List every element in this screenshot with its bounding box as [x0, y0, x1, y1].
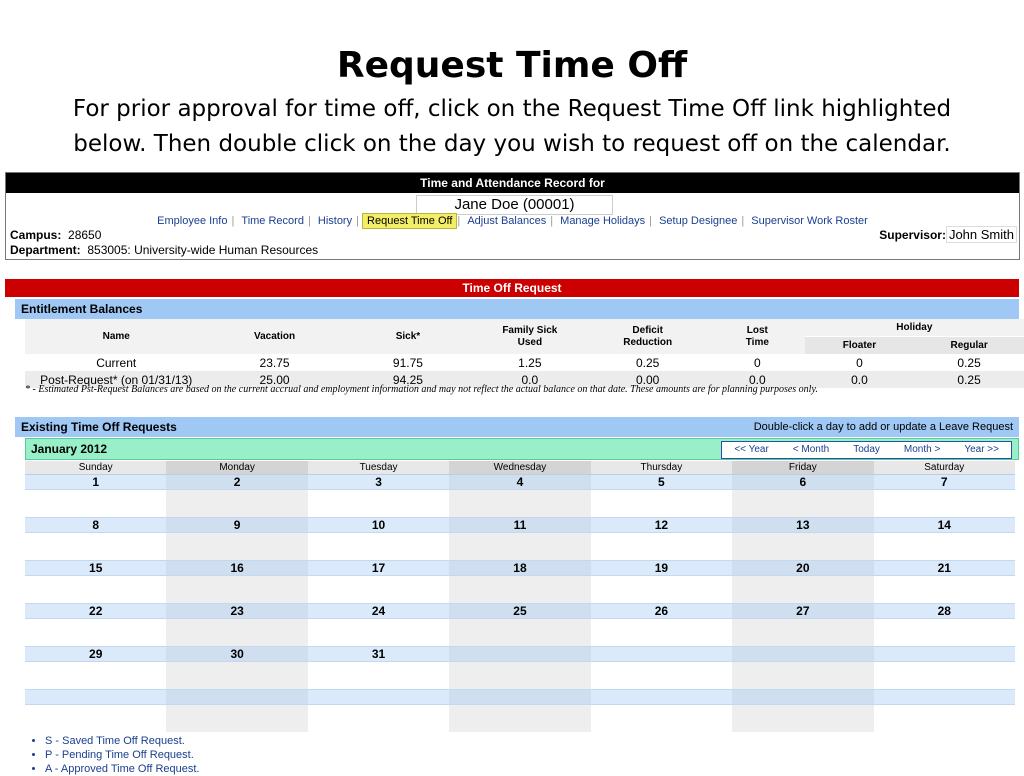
col-family-sick [474, 319, 585, 354]
calendar-day-cell[interactable] [166, 576, 307, 604]
calendar-day-cell[interactable] [25, 576, 166, 604]
calendar-day-number[interactable]: 6 [732, 475, 873, 490]
calendar-day-number[interactable]: 12 [591, 518, 732, 533]
table-row [25, 354, 1024, 371]
calendar-week-body-row [25, 576, 1015, 604]
calendar-day-cell[interactable] [25, 533, 166, 561]
existing-requests-hint: Double-click a day to add or update a Leave Request [753, 421, 1013, 433]
day-header-saturday: Saturday [874, 461, 1015, 475]
calendar-day-number[interactable]: 5 [591, 475, 732, 490]
col-lost-time [710, 319, 805, 354]
employee-name: Jane Doe (00001) [416, 195, 613, 215]
cell-deficit: 0.00 [585, 371, 710, 388]
calendar-day-number[interactable]: 9 [166, 518, 307, 533]
calendar-day-number[interactable] [874, 647, 1015, 662]
calendar-day-cell[interactable] [732, 490, 873, 518]
calendar-day-number[interactable]: 17 [308, 561, 449, 576]
link-supervisor-work-roster[interactable]: Supervisor Work Roster [751, 215, 868, 227]
col-deficit [585, 319, 710, 354]
calendar-day-cell[interactable] [874, 705, 1015, 733]
calendar-grid [25, 461, 1015, 732]
calendar-day-cell[interactable] [874, 490, 1015, 518]
next-year-button[interactable]: Year >> [964, 444, 999, 455]
calendar-day-cell[interactable] [732, 619, 873, 647]
calendar-month-title: January 2012 [31, 442, 108, 456]
calendar-day-number[interactable]: 11 [449, 518, 590, 533]
calendar-day-number[interactable]: 1 [25, 475, 166, 490]
calendar-day-number[interactable]: 4 [449, 475, 590, 490]
calendar-day-number[interactable]: 28 [874, 604, 1015, 619]
calendar-day-number[interactable]: 23 [166, 604, 307, 619]
col-family-sick-line2: Used [517, 336, 543, 348]
calendar-week-body-row [25, 490, 1015, 518]
calendar-day-number[interactable]: 3 [308, 475, 449, 490]
calendar-day-cell[interactable] [732, 705, 873, 733]
legend-item-pending: • P - Pending Time Off Request. [45, 748, 200, 762]
existing-requests-title: Existing Time Off Requests [21, 420, 177, 434]
cell-name: Post-Request* (on 01/31/13) [25, 371, 207, 388]
link-history[interactable]: History [317, 215, 353, 227]
calendar-week-row [25, 690, 1015, 705]
existing-requests-header [15, 417, 1019, 437]
calendar-day-number[interactable]: 29 [25, 647, 166, 662]
entitlement-balances-header [15, 299, 1019, 319]
calendar-day-cell[interactable] [308, 662, 449, 690]
supervisor-value: John Smith [946, 226, 1017, 243]
status-legend [33, 734, 200, 776]
calendar-day-cell[interactable] [308, 576, 449, 604]
col-name: Name [25, 319, 207, 354]
calendar-day-number[interactable]: 10 [308, 518, 449, 533]
col-family-sick-line1: Family Sick [502, 324, 558, 336]
calendar-day-number[interactable]: 30 [166, 647, 307, 662]
col-sick: Sick* [342, 319, 475, 354]
calendar-day-number[interactable] [732, 647, 873, 662]
calendar-day-cell[interactable] [591, 576, 732, 604]
day-header-sunday: Sunday [25, 461, 166, 475]
calendar-day-cell[interactable] [732, 662, 873, 690]
day-header-tuesday: Tuesday [308, 461, 449, 475]
day-header-monday: Monday [166, 461, 307, 475]
col-vacation: Vacation [207, 319, 341, 354]
calendar-day-number[interactable]: 7 [874, 475, 1015, 490]
calendar-day-cell[interactable] [308, 705, 449, 733]
calendar-week-body-row [25, 662, 1015, 690]
calendar-day-cell[interactable] [25, 490, 166, 518]
calendar-day-cell[interactable] [166, 533, 307, 561]
slide-subtitle: For prior approval for time off, click on the Request Time Off link highlighted below. Then double click on the day you wish to request off on the calendar. [72, 96, 952, 157]
calendar-week-body-row [25, 533, 1015, 561]
calendar-day-number[interactable] [449, 647, 590, 662]
calendar-day-cell[interactable] [308, 490, 449, 518]
calendar-day-number[interactable] [591, 647, 732, 662]
calendar-day-cell[interactable] [591, 490, 732, 518]
campus-value: 28650 [68, 228, 102, 242]
calendar-day-number[interactable]: 27 [732, 604, 873, 619]
calendar-week-body-row [25, 705, 1015, 733]
calendar-day-number[interactable]: 21 [874, 561, 1015, 576]
calendar-week-row [25, 647, 1015, 662]
cell-sick: 94.25 [342, 371, 475, 388]
col-deficit-line2: Reduction [623, 336, 673, 348]
col-floater: Floater [805, 337, 914, 355]
calendar-day-cell[interactable] [308, 619, 449, 647]
calendar-day-cell[interactable] [166, 490, 307, 518]
campus-label: Campus: [10, 228, 62, 242]
calendar-day-cell[interactable] [166, 662, 307, 690]
time-attendance-record [5, 172, 1020, 260]
calendar-day-number[interactable]: 19 [591, 561, 732, 576]
calendar-day-number[interactable] [732, 690, 873, 705]
calendar-day-number[interactable]: 2 [166, 475, 307, 490]
calendar-day-cell[interactable] [874, 662, 1015, 690]
calendar-day-number[interactable]: 26 [591, 604, 732, 619]
department-label: Department: [10, 243, 81, 257]
day-header-wednesday: Wednesday [449, 461, 590, 475]
calendar-day-number[interactable] [591, 690, 732, 705]
cell-sick: 91.75 [392, 355, 423, 370]
cell-regular: 0.25 [957, 355, 981, 370]
cell-name: Current [96, 355, 137, 370]
calendar-nav [721, 441, 1012, 459]
cell-lost: 0 [753, 355, 761, 370]
calendar-day-cell[interactable] [449, 619, 590, 647]
calendar-day-number[interactable] [166, 690, 307, 705]
link-manage-holidays[interactable]: Manage Holidays [560, 215, 646, 227]
cell-floater: 0 [856, 355, 863, 370]
cell-vacation: 23.75 [259, 355, 290, 370]
record-header: Time and Attendance Record for [6, 173, 1019, 193]
calendar-day-number[interactable]: 31 [308, 647, 449, 662]
calendar-day-cell[interactable] [449, 662, 590, 690]
calendar-week-row [25, 518, 1015, 533]
record-nav-links: Employee Info | Time Record | History | Request Time Off | Adjust Balances | Manage Holidays | Setup Designee | Supervisor Work Roster [6, 213, 1019, 229]
calendar-day-number[interactable] [25, 690, 166, 705]
col-regular: Regular [914, 337, 1024, 355]
cell-regular: 0.25 [914, 371, 1024, 388]
calendar-day-cell[interactable] [449, 576, 590, 604]
link-time-record[interactable]: Time Record [241, 215, 304, 227]
prev-month-button[interactable]: < Month [792, 444, 830, 455]
entitlement-balances-title: Entitlement Balances [21, 302, 143, 316]
calendar-day-cell[interactable] [449, 533, 590, 561]
today-button[interactable]: Today [853, 444, 880, 455]
col-lost-line1: Lost [746, 324, 768, 336]
cell-deficit: 0.25 [636, 355, 660, 370]
calendar-day-number[interactable]: 22 [25, 604, 166, 619]
calendar-day-cell[interactable] [25, 662, 166, 690]
cell-vacation: 25.00 [207, 371, 341, 388]
legend-item-approved: • A - Approved Time Off Request. [45, 762, 200, 776]
calendar-day-cell[interactable] [732, 576, 873, 604]
calendar-day-number[interactable] [449, 690, 590, 705]
time-off-request-header: Time Off Request [5, 279, 1019, 297]
day-header-thursday: Thursday [591, 461, 732, 475]
campus-row [10, 228, 101, 242]
calendar-day-cell[interactable] [166, 705, 307, 733]
calendar-week-body-row [25, 619, 1015, 647]
calendar-week-row [25, 475, 1015, 490]
cell-family: 0.0 [474, 371, 585, 388]
calendar-day-number[interactable]: 16 [166, 561, 307, 576]
calendar-day-cell[interactable] [166, 619, 307, 647]
calendar-day-cell[interactable] [591, 662, 732, 690]
col-deficit-line1: Deficit [632, 324, 663, 336]
calendar-day-number[interactable] [874, 690, 1015, 705]
entitlement-table [25, 319, 1024, 388]
calendar-day-cell[interactable] [449, 490, 590, 518]
calendar-day-number[interactable]: 13 [732, 518, 873, 533]
cell-lost: 0.0 [710, 371, 805, 388]
balances-footnote: * - Estimated Pst-Request Balances are based on the current accrual and employment information and may not reflect the actual balance on that date. These amounts are for planning purposes only. [25, 384, 818, 395]
calendar-day-number[interactable]: 20 [732, 561, 873, 576]
calendar-day-cell[interactable] [25, 705, 166, 733]
calendar-day-cell[interactable] [732, 533, 873, 561]
supervisor-label: Supervisor: [879, 228, 946, 242]
calendar-week-row [25, 561, 1015, 576]
calendar-day-cell[interactable] [591, 619, 732, 647]
prev-year-button[interactable]: << Year [734, 444, 769, 455]
calendar-day-number[interactable]: 25 [449, 604, 590, 619]
calendar-day-number[interactable]: 15 [25, 561, 166, 576]
slide-title: Request Time Off [336, 45, 688, 86]
calendar-day-cell[interactable] [591, 533, 732, 561]
link-setup-designee[interactable]: Setup Designee [659, 215, 738, 227]
calendar-day-number[interactable]: 14 [874, 518, 1015, 533]
calendar-day-cell[interactable] [874, 619, 1015, 647]
next-month-button[interactable]: Month > [903, 444, 941, 455]
cell-family: 1.25 [518, 355, 542, 370]
link-employee-info[interactable]: Employee Info [157, 215, 228, 227]
link-adjust-balances[interactable]: Adjust Balances [467, 215, 547, 227]
calendar-day-cell[interactable] [308, 533, 449, 561]
department-row [10, 243, 318, 257]
col-lost-line2: Time [745, 336, 769, 348]
calendar-day-number[interactable]: 18 [449, 561, 590, 576]
col-holiday: Holiday [805, 319, 1024, 337]
calendar-week-row [25, 604, 1015, 619]
calendar-day-cell[interactable] [449, 705, 590, 733]
calendar-day-cell[interactable] [25, 619, 166, 647]
supervisor-row [879, 228, 1017, 242]
calendar-day-cell[interactable] [874, 533, 1015, 561]
day-header-friday: Friday [732, 461, 873, 475]
cell-floater: 0.0 [805, 371, 914, 388]
link-request-time-off[interactable]: Request Time Off [362, 213, 457, 229]
calendar-month-bar [25, 438, 1019, 460]
calendar-day-number[interactable]: 8 [25, 518, 166, 533]
calendar-day-cell[interactable] [591, 705, 732, 733]
calendar-day-cell[interactable] [874, 576, 1015, 604]
calendar-day-number[interactable]: 24 [308, 604, 449, 619]
department-value: 853005: University-wide Human Resources [87, 243, 319, 257]
legend-item-saved: • S - Saved Time Off Request. [45, 734, 200, 748]
calendar-day-number[interactable] [308, 690, 449, 705]
